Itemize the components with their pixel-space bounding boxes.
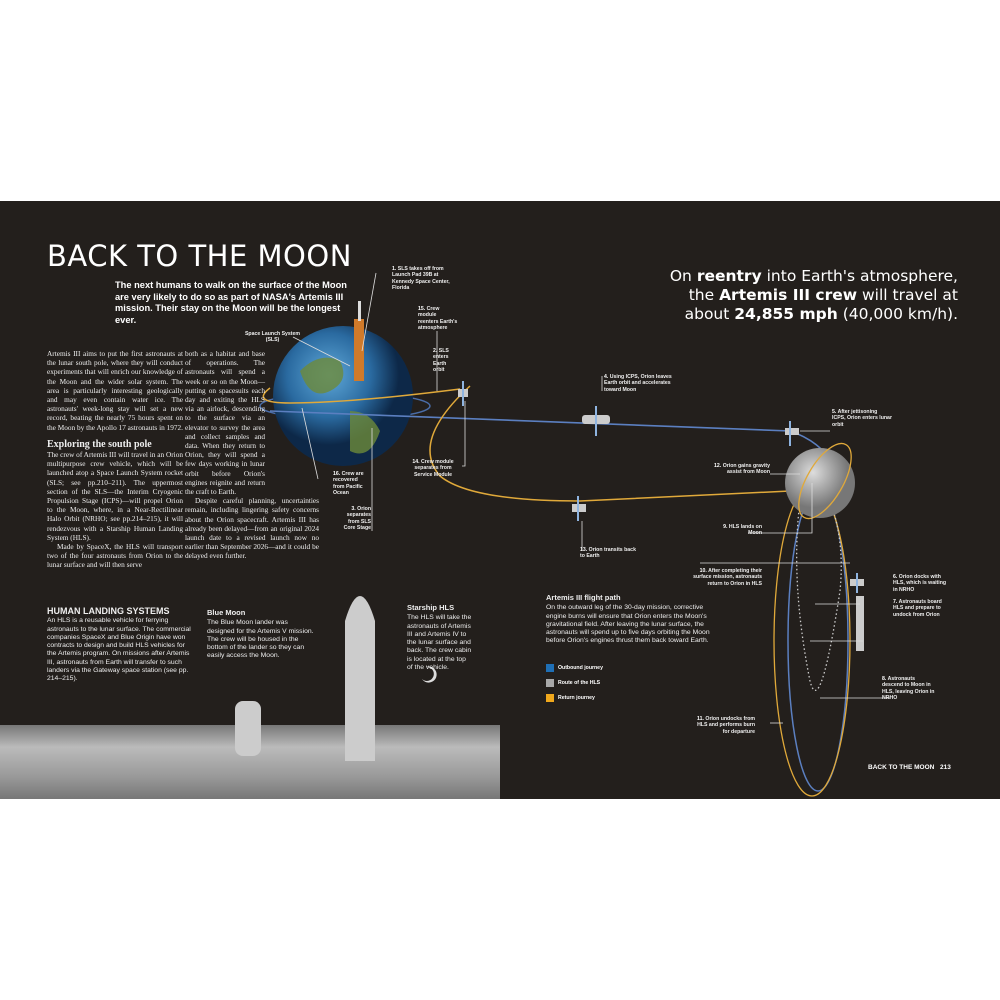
book-spread xyxy=(0,201,1000,799)
body-column-2 xyxy=(185,349,319,561)
blue-moon-caption xyxy=(207,609,317,661)
label-step-2: 2. SLS enters Earth orbit xyxy=(433,348,449,373)
label-sls: Space Launch System (SLS) xyxy=(244,331,301,344)
hls-route xyxy=(797,501,842,690)
pull-quote xyxy=(658,267,958,324)
label-step-8: 8. Astronauts descend to Moon in HLS, leaving Orion in NRHO xyxy=(882,676,935,701)
label-step-3: 3. Orion separates from SLS Core Stage xyxy=(343,506,371,531)
flight-path-box xyxy=(546,594,716,646)
legend-swatch xyxy=(546,679,554,687)
quote-emphasis: reentry xyxy=(696,267,762,285)
label-step-14: 14. Crew module separates from Service Module xyxy=(412,459,454,478)
legend-swatch xyxy=(546,664,554,672)
label-step-5: 5. After jettisoning ICPS, Orion enters lunar orbit xyxy=(832,409,892,428)
hls-sidebar xyxy=(47,607,192,684)
legend-item-outbound xyxy=(546,664,603,672)
blue-moon-heading: Blue Moon xyxy=(207,608,246,617)
label-step-1: 1. SLS takes off from Launch Pad 39B at Kennedy Space Center, Florida xyxy=(392,266,450,291)
starship-caption xyxy=(407,604,472,672)
page-number: 213 xyxy=(940,764,951,771)
label-step-12: 12. Orion gains gravity assist from Moon xyxy=(714,463,770,476)
legend-label: Outbound journey xyxy=(558,665,603,671)
body-paragraph: Made by SpaceX, the HLS will transport two of the four astronauts from Orion to the lunar surface and will then serve xyxy=(47,542,183,570)
quote-text: (40,000 km/h). xyxy=(837,305,958,323)
label-step-10: 10. After completing their surface mission, astronauts return to Orion in HLS xyxy=(693,568,762,587)
intro-text: The next humans to walk on the surface of the Moon are very likely to do so as part of NASA's Artemis III mission. Their stay on the Moon will be the longest ever. xyxy=(115,280,347,325)
blue-moon-text: The Blue Moon lander was designed for the Artemis V mission. The crew will be housed in the bottom of the lander so they can easily access the Moon. xyxy=(207,619,314,660)
page-title: BACK TO THE MOON xyxy=(47,239,352,273)
body-paragraph: Artemis III aims to put the first astronauts at the lunar south pole, where they will conduct experiments that will enrich our knowledge of the Moon and the wider solar system. The area is particularly interesting geologically and may even contain water ice. The astronauts' week-long stay will set a new record, beating the nearly 75 hours spent on the Moon by the Apollo 17 astronauts in 1972. xyxy=(47,349,183,432)
label-step-11: 11. Orion undocks from HLS and performs burn for departure xyxy=(697,716,755,735)
legend-swatch xyxy=(546,694,554,702)
body-paragraph: Despite careful planning, uncertainties remain, including lingering safety concerns about the Orion spacecraft. Artemis III has already been delayed—from an original 2024 launch date to a revised launch now no earlier than September 2026—and it could be delayed even further. xyxy=(185,496,319,561)
quote-text: will travel at about xyxy=(684,286,958,323)
label-step-6: 6. Orion docks with HLS, which is waiting in NRHO xyxy=(893,574,947,593)
quote-emphasis: Artemis III crew xyxy=(719,286,858,304)
body-paragraph: The crew of Artemis III will travel in an Orion multipurpose crew vehicle, which will be launched atop a Space Launch System rocket (SLS; see pp.210–211). The uppermost section of the SLS—the Interim Cryogenic Propulsion Stage (ICPS)—will propel Orion to the Moon, where, in a Near-Rectilinear Halo Orbit (NRHO; see pp.214–215), it will rendezvous with a Starship Human Landing System (HLS). xyxy=(47,450,183,542)
label-step-13: 13. Orion transits back to Earth xyxy=(580,547,636,560)
label-step-4: 4. Using ICPS, Orion leaves Earth orbit and accelerates toward Moon xyxy=(604,374,672,393)
hls-text: An HLS is a reusable vehicle for ferrying astronauts to the lunar surface. The commercial companies SpaceX and Blue Origin have won contracts to design and build HLS vehicles for the Artemis program. On missions after Artemis III, astronauts from Earth will transfer to such landers via the Gateway space station (see pp. 214–215). xyxy=(47,617,191,683)
body-paragraph: both as a habitat and base of operations. The astronauts will spend a week or so on the Moon—putting on spacesuits each day and exiting the HLS via an airlock, descending to the surface via an elevator to survey the area and collect samples and data. When they return to Orion, they will spend a few days working in lunar orbit before Orion's engines reignite and return the craft to Earth. xyxy=(185,349,265,497)
legend-label: Route of the HLS xyxy=(558,680,601,686)
hls-heading: HUMAN LANDING SYSTEMS xyxy=(47,606,170,616)
legend-label: Return journey xyxy=(558,695,595,701)
orion-capsule xyxy=(358,301,361,321)
legend-item-hls xyxy=(546,679,600,687)
section-heading: Exploring the south pole xyxy=(47,438,152,450)
legend-item-return xyxy=(546,694,595,702)
label-step-15: 15. Crew module reenters Earth's atmosphere xyxy=(418,306,458,331)
flight-path-text: On the outward leg of the 30-day mission, corrective engine burns will ensure that Orion enters the Moon's gravitational field. After leaving the lunar surface, the astronauts will spend up to five days orbiting the Moon before Orion's engines thrust them back toward Earth. xyxy=(546,604,710,645)
starship-text: The HLS will take the astronauts of Artemis III and Artemis IV to the lunar surface and back. The crew cabin is located at the top of the vehicle. xyxy=(407,614,472,672)
label-step-7: 7. Astronauts board HLS and prepare to undock from Orion xyxy=(893,599,942,618)
label-step-16: 16. Crew are recovered from Pacific Ocean xyxy=(333,471,364,496)
return-path xyxy=(430,386,790,501)
quote-text: into Earth's atmosphere, the xyxy=(688,267,958,304)
running-footer: BACK TO THE MOON xyxy=(868,764,935,771)
quote-emphasis: 24,855 mph xyxy=(734,305,838,323)
body-column-1 xyxy=(47,349,183,570)
quote-text: On xyxy=(669,267,697,285)
flight-path-heading: Artemis III flight path xyxy=(546,593,621,602)
label-step-9: 9. HLS lands on Moon xyxy=(723,524,762,537)
starship-heading: Starship HLS xyxy=(407,603,455,612)
